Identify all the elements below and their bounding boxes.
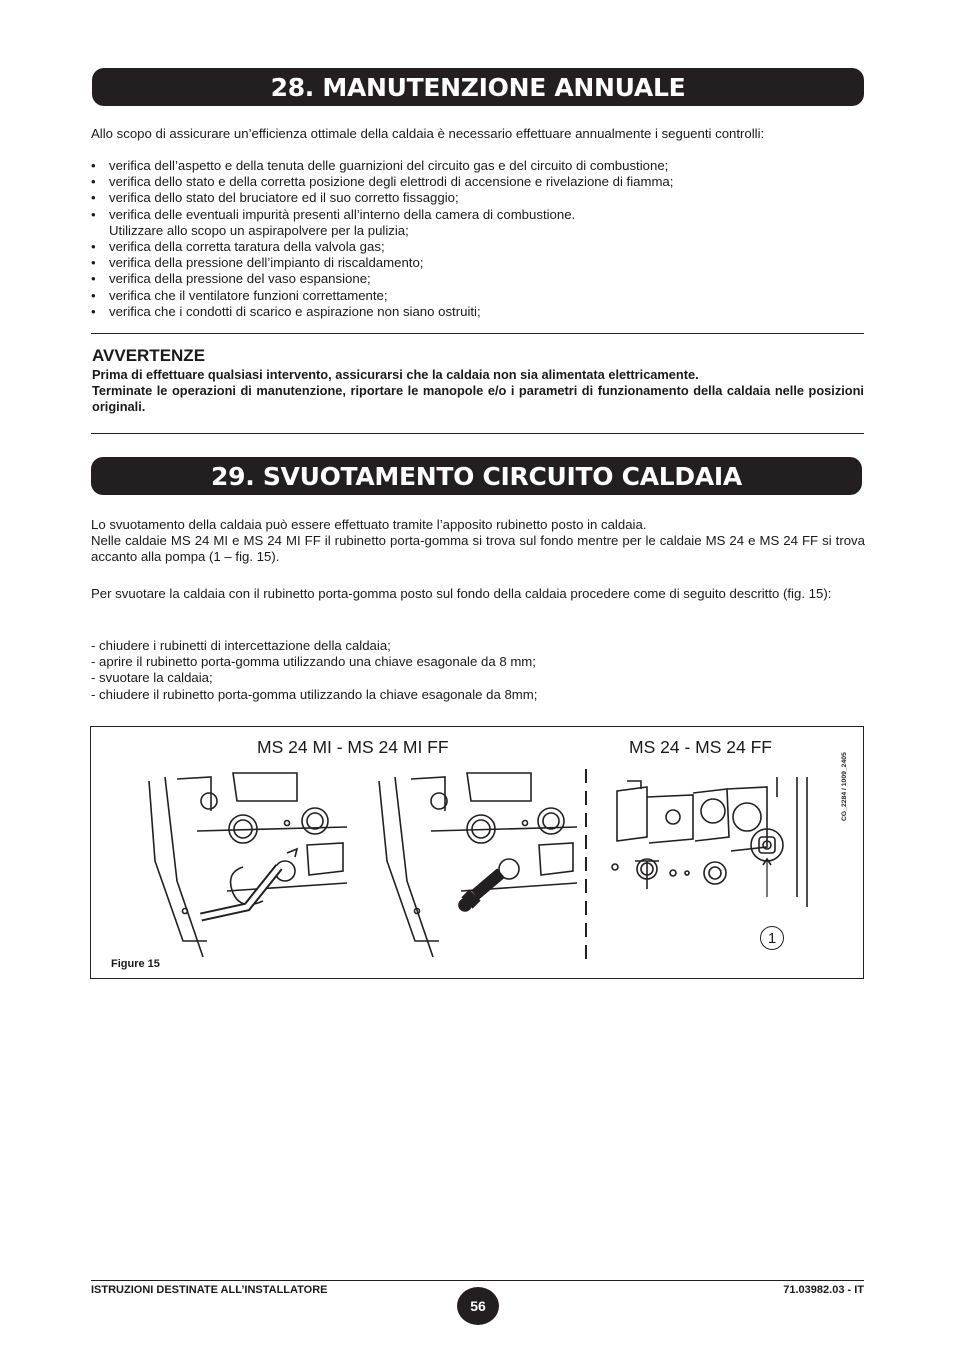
list-item: • verifica dell’aspetto e della tenuta delle guarnizioni del circuito gas e del circuito di combustione; bbox=[91, 158, 865, 174]
divider bbox=[91, 333, 864, 334]
list-item: • verifica della pressione del vaso espansione; bbox=[91, 271, 865, 287]
list-item bbox=[91, 207, 865, 239]
paragraph: Nelle caldaie MS 24 MI e MS 24 MI FF il rubinetto porta-gomma si trova sul fondo mentre per le caldaie MS 24 e MS 24 FF si trova accanto alla pompa (1 – fig. 15). bbox=[91, 533, 865, 565]
figure-caption: Figure 15 bbox=[111, 958, 160, 970]
list-item-continuation: Utilizzare allo scopo un aspirapolvere per la pulizia; bbox=[109, 222, 409, 238]
document-code: 71.03982.03 - IT bbox=[783, 1284, 864, 1296]
page-number bbox=[457, 1287, 499, 1325]
list-item: - chiudere il rubinetto porta-gomma utilizzando la chiave esagonale da 8mm; bbox=[91, 686, 538, 702]
paragraph: Per svuotare la caldaia con il rubinetto porta-gomma posto sul fondo della caldaia procedere come di seguito descritto (fig. 15): bbox=[91, 586, 832, 601]
callout-label: 1 bbox=[767, 929, 777, 947]
figure-heading-left: MS 24 MI - MS 24 MI FF bbox=[257, 737, 449, 757]
maintenance-checklist bbox=[91, 158, 865, 320]
list-item: - chiudere i rubinetti di intercettazione della caldaia; bbox=[91, 638, 391, 653]
section-28-intro: Allo scopo di assicurare un’efficienza ottimale della caldaia è necessario effettuare annualmente i seguenti controlli: bbox=[91, 126, 765, 141]
svg-text:CG_2284 / 1009_2405: CG_2284 / 1009_2405 bbox=[841, 752, 848, 821]
footer-left-text: ISTRUZIONI DESTINATE ALL’INSTALLATORE bbox=[91, 1284, 328, 1296]
divider bbox=[91, 433, 864, 434]
figure-heading-right: MS 24 - MS 24 FF bbox=[629, 737, 772, 757]
warning-line: Terminate le operazioni di manutenzione, riportare le manopole e/o i parametri di funzionamento della caldaia nelle posizioni originali. bbox=[92, 383, 864, 414]
warning-body bbox=[92, 367, 864, 415]
pump-area-illustration bbox=[607, 777, 817, 957]
procedure-steps bbox=[91, 638, 865, 703]
list-item: • verifica della corretta taratura della valvola gas; bbox=[91, 239, 865, 255]
list-item: - aprire il rubinetto porta-gomma utilizzando una chiave esagonale da 8 mm; bbox=[91, 654, 536, 670]
section-29-banner bbox=[91, 457, 862, 495]
boiler-bottom-illustration-with-hose bbox=[137, 771, 347, 961]
section-28-title: 28. MANUTENZIONE ANNUALE bbox=[270, 72, 686, 102]
figure-15 bbox=[90, 726, 864, 979]
paragraph: Lo svuotamento della caldaia può essere effettuato tramite l’apposito rubinetto posto in caldaia. bbox=[91, 517, 647, 532]
section-29-title: 29. SVUOTAMENTO CIRCUITO CALDAIA bbox=[211, 461, 742, 491]
list-item: • verifica della pressione dell’impianto di riscaldamento; bbox=[91, 255, 865, 271]
list-item: • verifica dello stato e della corretta posizione degli elettrodi di accensione e rivelazione di fiamma; bbox=[91, 174, 865, 190]
warning-title: AVVERTENZE bbox=[92, 346, 206, 365]
figure-code bbox=[836, 735, 850, 825]
footer-divider bbox=[91, 1280, 864, 1281]
section-29-intro bbox=[91, 517, 865, 566]
callout-1 bbox=[760, 926, 784, 950]
boiler-bottom-illustration-tap bbox=[371, 771, 577, 961]
list-item: • verifica che i condotti di scarico e aspirazione non siano ostruiti; bbox=[91, 304, 865, 320]
section-28-banner bbox=[92, 68, 864, 106]
page-number-label: 56 bbox=[470, 1298, 486, 1314]
section-29-procedure bbox=[91, 586, 865, 602]
list-item: - svuotare la caldaia; bbox=[91, 670, 213, 686]
warning-line: Prima di effettuare qualsiasi intervento, assicurarsi che la caldaia non sia alimentata elettricamente. bbox=[92, 367, 699, 382]
list-item-text: verifica delle eventuali impurità presenti all’interno della camera di combustione. bbox=[109, 206, 576, 222]
list-item: • verifica dello stato del bruciatore ed il suo corretto fissaggio; bbox=[91, 190, 865, 206]
figure-separator bbox=[583, 769, 589, 959]
list-item: • verifica che il ventilatore funzioni correttamente; bbox=[91, 288, 865, 304]
